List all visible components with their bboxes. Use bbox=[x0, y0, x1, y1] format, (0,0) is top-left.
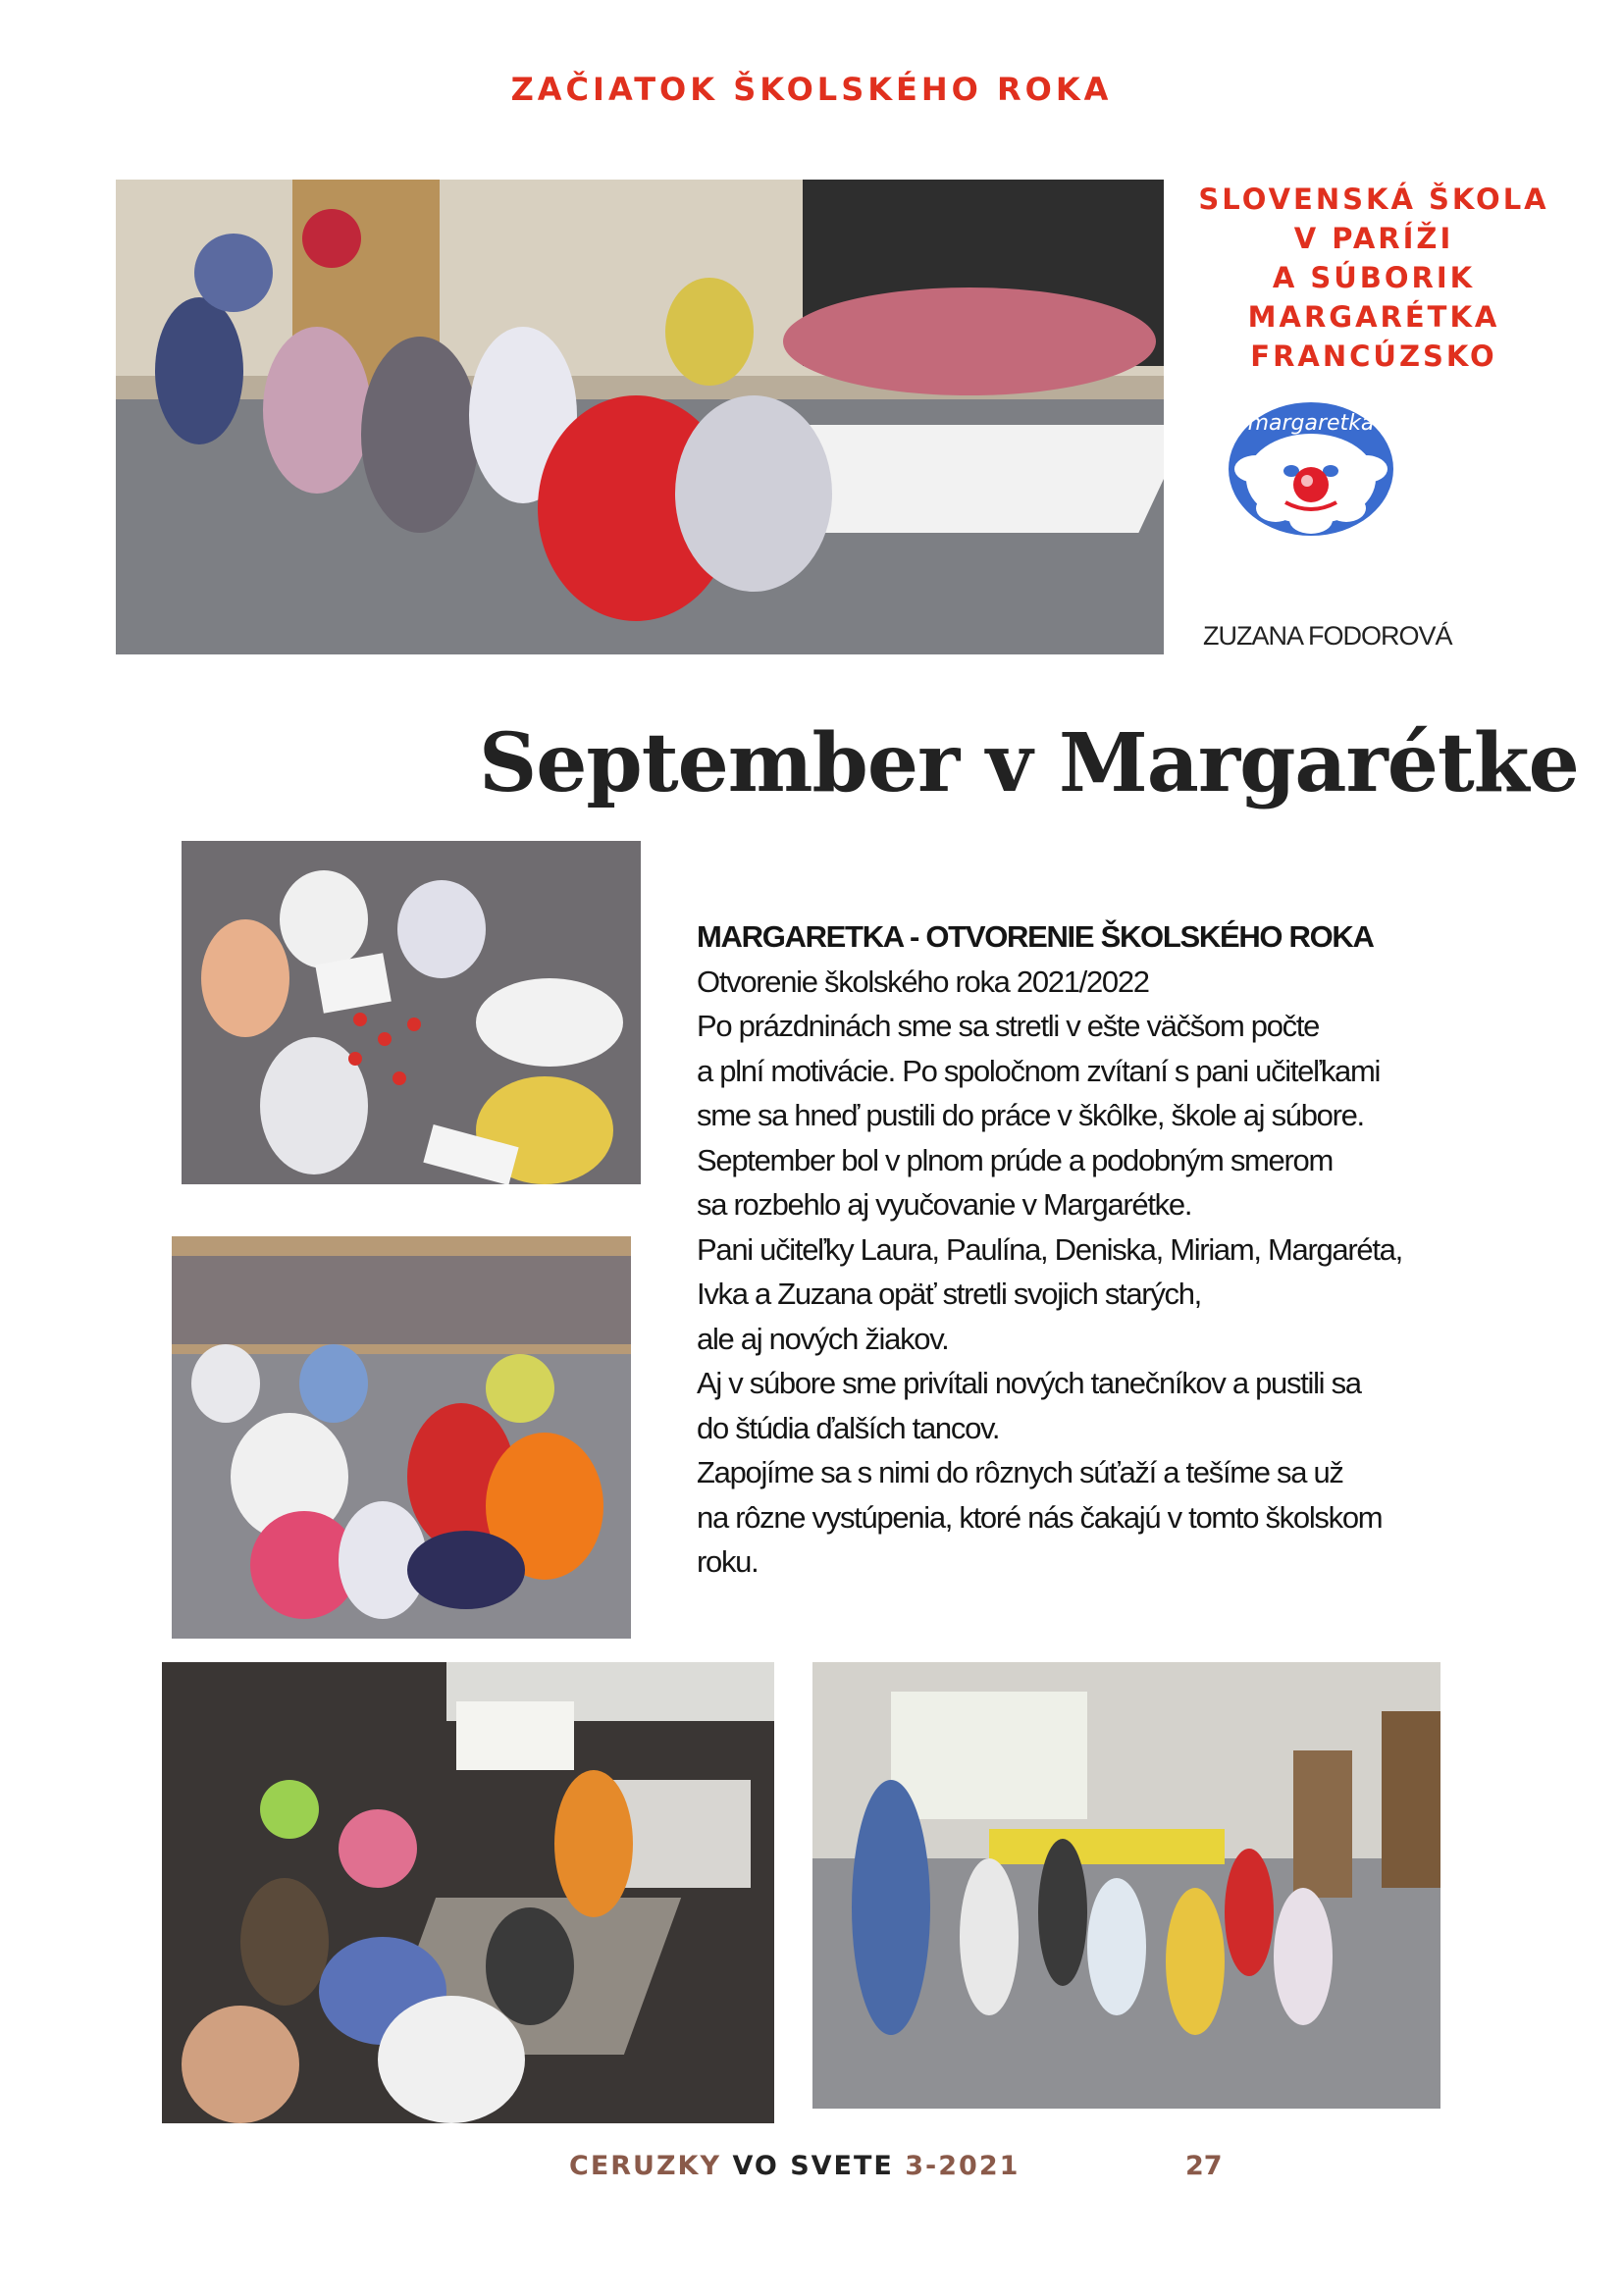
school-title-line: MARGARÉTKA bbox=[1247, 300, 1500, 334]
school-title bbox=[1178, 180, 1570, 376]
school-title-line: V PARÍŽI bbox=[1293, 222, 1454, 255]
article-line: ale aj nových žiakov. bbox=[697, 1321, 949, 1356]
article-body bbox=[697, 914, 1442, 1585]
logo-text: margaretka bbox=[1247, 411, 1375, 436]
article-line: a plní motivácie. Po spoločnom zvítaní s pani učiteľkami bbox=[697, 1053, 1381, 1088]
article-line: do štúdia ďalších tancov. bbox=[697, 1410, 1000, 1445]
article-line: Otvorenie školského roka 2021/2022 bbox=[697, 964, 1149, 999]
photo-group-children bbox=[116, 180, 1164, 654]
article-heading: MARGARETKA - OTVORENIE ŠKOLSKÉHO ROKA bbox=[697, 919, 1374, 954]
article-line: Ivka a Zuzana opäť stretli svojich starých, bbox=[697, 1277, 1201, 1311]
article-headline: September v Margarétke bbox=[479, 716, 1579, 810]
article-line: roku. bbox=[697, 1544, 759, 1579]
margaretka-logo bbox=[1227, 400, 1395, 538]
footer-magazine-part2: VO SVETE bbox=[732, 2151, 894, 2181]
footer-magazine-part1: CERUZKY bbox=[569, 2151, 722, 2181]
photo-children-floor-activity bbox=[182, 841, 641, 1184]
photo-children-circle bbox=[172, 1236, 631, 1639]
article-line: na rôzne vystúpenia, ktoré nás čakajú v tomto školskom bbox=[697, 1499, 1383, 1535]
page-number: 27 bbox=[1185, 2151, 1223, 2181]
article-line: Po prázdninách sme sa stretli v ešte väčšom počte bbox=[697, 1009, 1320, 1043]
footer-issue: 3-2021 bbox=[905, 2151, 1021, 2181]
section-title: ZAČIATOK ŠKOLSKÉHO ROKA bbox=[510, 71, 1113, 108]
article-line: Zapojíme sa s nimi do rôznych súťaží a tešíme sa už bbox=[697, 1455, 1343, 1489]
article-line: Pani učiteľky Laura, Paulína, Deniska, Miriam, Margaréta, bbox=[697, 1231, 1402, 1267]
article-line: September bol v plnom prúde a podobným smerom bbox=[697, 1142, 1333, 1177]
article-line: Aj v súbore sme privítali nových tanečníkov a pustili sa bbox=[697, 1366, 1361, 1400]
article-line: sme sa hneď pustili do práce v škôlke, škole aj súbore. bbox=[697, 1098, 1364, 1132]
school-title-line: SLOVENSKÁ ŠKOLA bbox=[1198, 183, 1549, 216]
article-line: sa rozbehlo aj vyučovanie v Margarétke. bbox=[697, 1187, 1192, 1222]
photo-classroom-teacher bbox=[162, 1662, 774, 2123]
author-name: ZUZANA FODOROVÁ bbox=[1203, 621, 1452, 651]
photo-dance-class bbox=[812, 1662, 1440, 2109]
school-title-line: FRANCÚZSKO bbox=[1250, 339, 1497, 373]
footer-magazine-title bbox=[569, 2151, 1020, 2181]
school-title-line: A SÚBORIK bbox=[1272, 261, 1476, 294]
